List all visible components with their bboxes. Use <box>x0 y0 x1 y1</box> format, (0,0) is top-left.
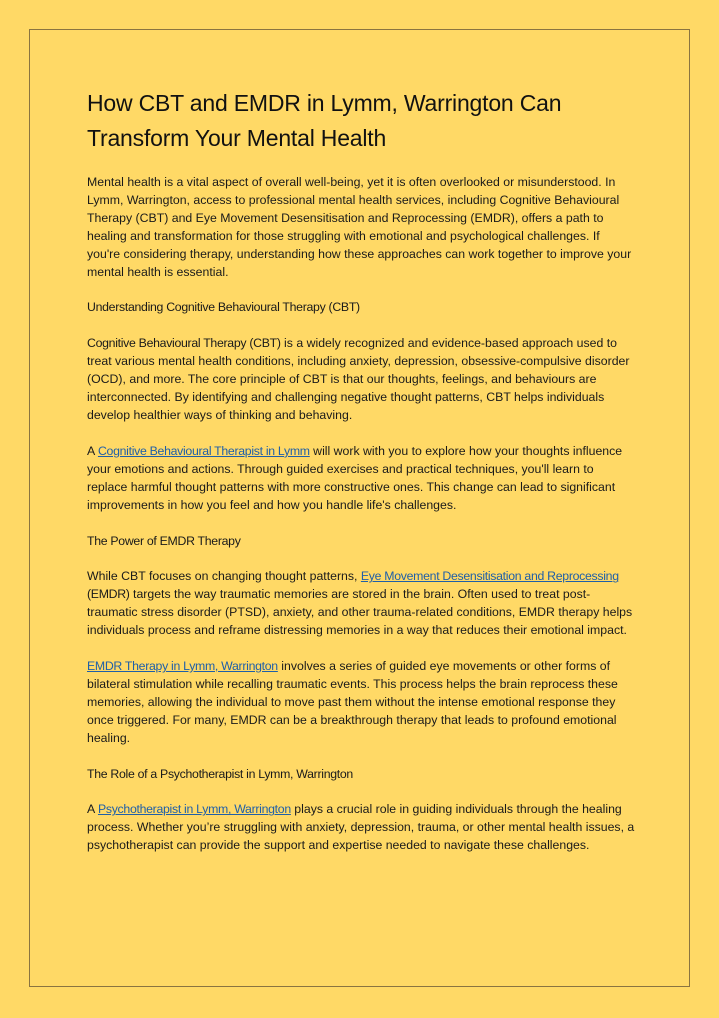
intro-paragraph: Mental health is a vital aspect of overall well-being, yet it is often overlooked or misunderstood. In Lymm, Warrington, access to professional mental health services, including Cognitive Behavioural Therapy (CBT) and Eye Movement Desensitisation and Reprocessing (EMDR), offers a path to healing and transformation for those struggling with emotional and psychological challenges. If you're considering therapy, understanding how these approaches can work together to improve your mental health is essential. <box>87 175 632 279</box>
psychotherapist-paragraph <box>87 801 635 855</box>
title-line-2: Transform Your Mental Health <box>87 125 387 151</box>
cbt-therapist-link[interactable]: Cognitive Behavioural Therapist in Lymm <box>97 443 310 458</box>
section-heading-emdr: The Power of EMDR Therapy <box>87 533 241 548</box>
article <box>87 86 635 855</box>
psychotherapist-paragraph-start: A <box>87 802 98 817</box>
cbt-paragraph-1-text: is a widely recognized and evidence-based approach used to treat various mental health conditions, including anxiety, depression, obsessive-compulsive disorder (OCD), and more. The core principle of CBT is that our thoughts, feelings, and behaviours are interconnected. By identifying and challenging negative thought patterns, CBT helps individuals develop healthier ways of thinking and behaving. <box>87 336 630 422</box>
cbt-lead-term: Cognitive Behavioural Therapy (CBT) <box>87 336 281 351</box>
page-title <box>87 86 635 156</box>
emdr-paragraph-2 <box>87 658 635 748</box>
emdr-paragraph-2-text: involves a series of guided eye movements or other forms of bilateral stimulation while recalling traumatic events. This process helps the brain reprocess these memories, allowing the individual to move past them without the intense emotional response they once triggered. For many, EMDR can be a breakthrough therapy that leads to profound emotional healing. <box>87 659 618 745</box>
emdr-therapy-link[interactable]: EMDR Therapy in Lymm, Warrington <box>87 659 278 674</box>
title-line-1: How CBT and EMDR in Lymm, Warrington Can <box>87 90 562 116</box>
cbt-paragraph-1 <box>87 335 635 425</box>
cbt-paragraph-2-text: will work with you to explore how your thoughts influence your emotions and actions. Through guided exercises and practical techniques, you'll learn to replace harmful thought patterns with more constructive ones. This change can lead to significant improvements in how you feel and how you handle life's challenges. <box>87 443 623 512</box>
emdr-paragraph-1 <box>87 568 635 640</box>
emdr-paragraph-1-start: While CBT focuses on changing thought patterns, <box>87 569 361 584</box>
psychotherapist-paragraph-text: plays a crucial role in guiding individuals through the healing process. Whether you’re struggling with anxiety, depression, trauma, or other mental health issues, a psychotherapist can provide the support and expertise needed to navigate these challenges. <box>87 802 635 853</box>
psychotherapist-link[interactable]: Psychotherapist in Lymm, Warrington <box>97 802 291 817</box>
section-heading-psychotherapist: The Role of a Psychotherapist in Lymm, Warrington <box>87 766 353 781</box>
cbt-paragraph-2-start: A <box>87 443 98 458</box>
emdr-abbreviation: (EMDR) <box>87 587 130 602</box>
emdr-paragraph-1-text: targets the way traumatic memories are stored in the brain. Often used to treat post-traumatic stress disorder (PTSD), anxiety, and other trauma-related conditions, EMDR therapy helps individuals process and reframe distressing memories in a way that reduces their emotional impact. <box>87 587 633 638</box>
section-heading-cbt: Understanding Cognitive Behavioural Therapy (CBT) <box>87 300 360 315</box>
emdr-definition-link[interactable]: Eye Movement Desensitisation and Reprocessing <box>360 569 619 584</box>
cbt-paragraph-2 <box>87 443 635 515</box>
